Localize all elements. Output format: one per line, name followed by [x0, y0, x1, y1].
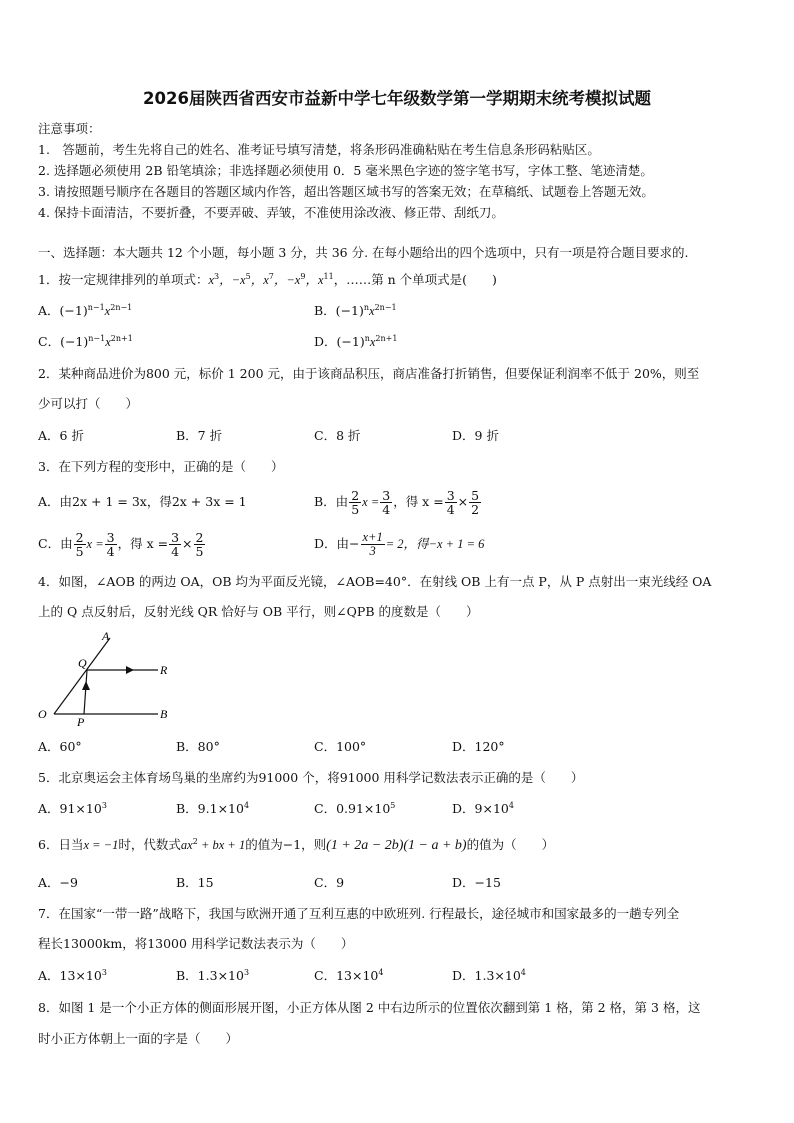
q4-option-a[interactable]: A．60° — [38, 739, 82, 754]
notice-item-1: 1. 答题前，考生先将自己的姓名、准考证号填写清楚，将条形码准确粘贴在考生信息条形码粘贴区。 — [38, 142, 600, 157]
q6-val: 的值为−1，则 — [245, 837, 327, 852]
q1-a-exp2: 2n−1 — [110, 302, 133, 312]
q6-stem — [38, 837, 554, 854]
label-a: A — [102, 629, 110, 643]
q1-d-exp2: 2n+1 — [375, 333, 398, 343]
q3-c-frac: $\frac{3}{4}$ — [171, 530, 180, 559]
q1-exp: 11 — [323, 271, 334, 281]
q6-expr-a: ax — [180, 838, 193, 852]
q5-option-b[interactable] — [176, 801, 249, 817]
q6-expr-b: + bx + 1 — [197, 838, 246, 852]
notice-item-3: 3. 请按照题号顺序在各题目的答题区域内作答，超出答题区域书写的答案无效；在草稿纸、试题卷上答题无效。 — [38, 184, 654, 199]
q3-b-pre: B．由 — [314, 494, 349, 509]
q6-option-b[interactable]: B．15 — [176, 875, 214, 890]
q7-option-b[interactable] — [176, 968, 249, 984]
q7-c-base: C．13×10 — [314, 968, 379, 983]
q1-b-exp1: n — [363, 302, 370, 312]
q6-mid: 时，代数式 — [118, 837, 181, 852]
q3-d-frac: $\frac{x+1}{3}$ — [362, 530, 383, 558]
q1-d-base: D．(−1) — [314, 334, 365, 349]
q6-cond: x = −1 — [83, 838, 119, 852]
q3-d-mid: = 2，得−x + 1 = 6 — [385, 537, 485, 551]
q1-exp: 7 — [268, 271, 274, 281]
q5-b-base: B．9.1×10 — [176, 801, 244, 816]
q5-c-exp: 5 — [390, 800, 396, 810]
q1-d-exp1: n — [364, 333, 370, 343]
q3-option-a[interactable]: A．由2x + 1 = 3x，得2x + 3x = 1 — [38, 494, 247, 509]
q4-option-d[interactable]: D．120° — [452, 739, 505, 754]
q1-b-var: x — [369, 304, 375, 318]
q1-term: x — [208, 273, 215, 287]
q5-d-exp: 4 — [508, 800, 514, 810]
ray-pq — [84, 670, 87, 714]
q3-c-frac: $\frac{3}{4}$ — [106, 530, 115, 559]
q3-c-times: × — [182, 536, 193, 551]
q4-option-b[interactable]: B．80° — [176, 739, 220, 754]
q3-c-get: ，得 x = — [117, 536, 169, 551]
q8-stem-line2: 时小正方体朝上一面的字是（ ） — [38, 1031, 239, 1046]
q3-b-times: × — [457, 494, 469, 509]
q7-c-exp: 4 — [378, 967, 384, 977]
q3-stem: 3．在下列方程的变形中，正确的是（ ） — [38, 459, 284, 474]
q1-term: ，x — [305, 273, 324, 287]
q1-stem-pre: 1．按一定规律排列的单项式： — [38, 272, 209, 287]
label-p: P — [77, 715, 85, 728]
q4-option-c[interactable]: C．100° — [314, 739, 367, 754]
q7-b-base: B．1.3×10 — [176, 968, 244, 983]
q7-d-exp: 4 — [520, 967, 526, 977]
q7-stem-line1: 7．在国家“一带一路”战略下，我国与欧洲开通了互利互惠的中欧班列. 行程最长，途径城市和国家最多的一趟专列全 — [38, 906, 680, 921]
q5-a-base: A．91×10 — [38, 801, 102, 816]
notice-heading: 注意事项： — [38, 121, 101, 136]
q7-option-d[interactable] — [452, 968, 526, 984]
q1-term: ，−x — [273, 273, 301, 287]
q6-expr-exp: 2 — [192, 836, 198, 846]
q1-option-b[interactable] — [314, 303, 397, 319]
label-q: Q — [78, 656, 87, 670]
q1-a-base: A．(−1) — [38, 303, 88, 318]
q7-a-exp: 3 — [101, 967, 107, 977]
q1-option-c[interactable] — [38, 334, 133, 350]
q1-option-a[interactable] — [38, 303, 132, 319]
q1-a-var: x — [104, 304, 111, 318]
q7-a-base: A．13×10 — [38, 968, 102, 983]
q6-expr2: (1 + 2a − 2b)(1 − a + b) — [326, 838, 467, 853]
q3-c-frac: $\frac{2}{5}$ — [75, 530, 84, 559]
q8-stem-line1: 8．如图 1 是一个小正方体的侧面形展开图，小正方体从图 2 中右边所示的位置依次翻到第 1 格，第 2 格，第 3 格，这 — [38, 1000, 701, 1015]
q5-stem: 5．北京奥运会主体育场鸟巢的坐席约为91000 个，将91000 用科学记数法表示正确的是（ ） — [38, 770, 584, 785]
q1-c-base: C．(−1) — [38, 334, 89, 349]
q3-b-get: ，得 x = — [393, 494, 444, 509]
q1-a-exp1: n−1 — [87, 302, 105, 312]
q3-option-b[interactable] — [314, 485, 482, 519]
arrow-qr — [126, 666, 134, 674]
q1-b-exp2: 2n−1 — [374, 302, 397, 312]
q7-stem-line2: 程长13000km，将13000 用科学记数法表示为（ ） — [38, 936, 354, 951]
q3-option-d[interactable] — [314, 527, 484, 561]
q3-b-frac: $\frac{5}{2}$ — [471, 488, 480, 517]
q1-term: ，x — [250, 273, 269, 287]
q2-stem-line2: 少可以打（ ） — [38, 396, 139, 411]
q1-exp: 9 — [300, 271, 306, 281]
q1-c-var: x — [105, 335, 111, 349]
q3-b-frac: $\frac{2}{5}$ — [351, 488, 360, 517]
q6-option-d[interactable]: D．−15 — [452, 875, 501, 890]
q5-c-base: C．0.91×10 — [314, 801, 391, 816]
q1-exp: 5 — [245, 271, 251, 281]
q7-d-base: D．1.3×10 — [452, 968, 521, 983]
q1-stem — [38, 272, 497, 288]
notice-item-2: 2. 选择题必须使用 2B 铅笔填涂；非选择题必须使用 0．5 毫米黑色字迹的签字笔书写，字体工整、笔迹清楚。 — [38, 163, 653, 178]
q5-a-exp: 3 — [101, 800, 107, 810]
q5-option-c[interactable] — [314, 801, 395, 817]
q5-d-base: D．9×10 — [452, 801, 509, 816]
section-heading: 一、选择题：本大题共 12 个小题，每小题 3 分，共 36 分. 在每小题给出的四个选项中，只有一项是符合题目要求的. — [38, 245, 689, 260]
q3-c-pre: C．由 — [38, 536, 73, 551]
q5-b-exp: 4 — [243, 800, 250, 810]
q2-option-b[interactable]: B．7 折 — [176, 428, 223, 443]
q2-option-a[interactable]: A．6 折 — [38, 428, 84, 443]
q1-c-exp1: n−1 — [88, 333, 106, 343]
q6-pre: 6．日当 — [38, 837, 84, 852]
arrow-pq — [82, 681, 90, 690]
q6-option-a[interactable]: A．−9 — [38, 875, 78, 890]
q4-stem-line2: 上的 Q 点反射后，反射光线 QR 恰好与 OB 平行，则∠QPB 的度数是（ ） — [38, 604, 479, 619]
q1-b-base: B．(−1) — [314, 303, 364, 318]
q7-option-a[interactable] — [38, 968, 107, 984]
q3-d-pre: D．由− — [314, 536, 360, 551]
q6-option-c[interactable]: C．9 — [314, 875, 345, 890]
q2-option-c[interactable]: C．8 折 — [314, 428, 361, 443]
q1-c-exp2: 2n+1 — [110, 333, 133, 343]
label-o: O — [38, 707, 47, 721]
q3-b-frac: $\frac{3}{4}$ — [446, 488, 455, 517]
q1-option-d[interactable] — [314, 334, 397, 350]
label-b: B — [160, 707, 168, 721]
q2-stem-line1: 2．某种商品进价为800 元，标价 1 200 元，由于该商品积压，商店准备打折销售，但要保证利润率不低于 20%，则至 — [38, 366, 700, 381]
q7-b-exp: 3 — [243, 967, 250, 977]
q4-stem-line1: 4．如图，∠AOB 的两边 OA，OB 均为平面反光镜，∠AOB=40°．在射线 OB 上有一点 P，从 P 点射出一束光线经 OA — [38, 574, 712, 589]
q1-stem-post: ，……第 n 个单项式是( ) — [333, 272, 497, 287]
q1-d-var: x — [369, 335, 376, 349]
q5-option-d[interactable] — [452, 801, 514, 817]
q4-figure — [34, 628, 184, 728]
ray-oa — [54, 638, 110, 714]
q6-post: 的值为（ ） — [466, 837, 555, 852]
notice-item-4: 4. 保持卡面清洁，不要折叠，不要弄破、弄皱，不准使用涂改液、修正带、刮纸刀。 — [38, 205, 504, 220]
q3-b-mid: x = — [362, 495, 380, 509]
q1-exp: 3 — [214, 271, 220, 281]
q3-c-mid: x = — [86, 537, 104, 551]
q2-option-d[interactable]: D．9 折 — [452, 428, 499, 443]
page-title: 2026届陕西省西安市益新中学七年级数学第一学期期末统考模拟试题 — [143, 89, 651, 108]
q3-option-c[interactable] — [38, 527, 206, 561]
q5-option-a[interactable] — [38, 801, 107, 817]
q1-term: ，−x — [219, 273, 246, 287]
q3-c-frac: $\frac{2}{5}$ — [195, 530, 204, 559]
q7-option-c[interactable] — [314, 968, 383, 984]
label-r: R — [160, 663, 168, 677]
q3-b-frac: $\frac{3}{4}$ — [382, 488, 391, 517]
